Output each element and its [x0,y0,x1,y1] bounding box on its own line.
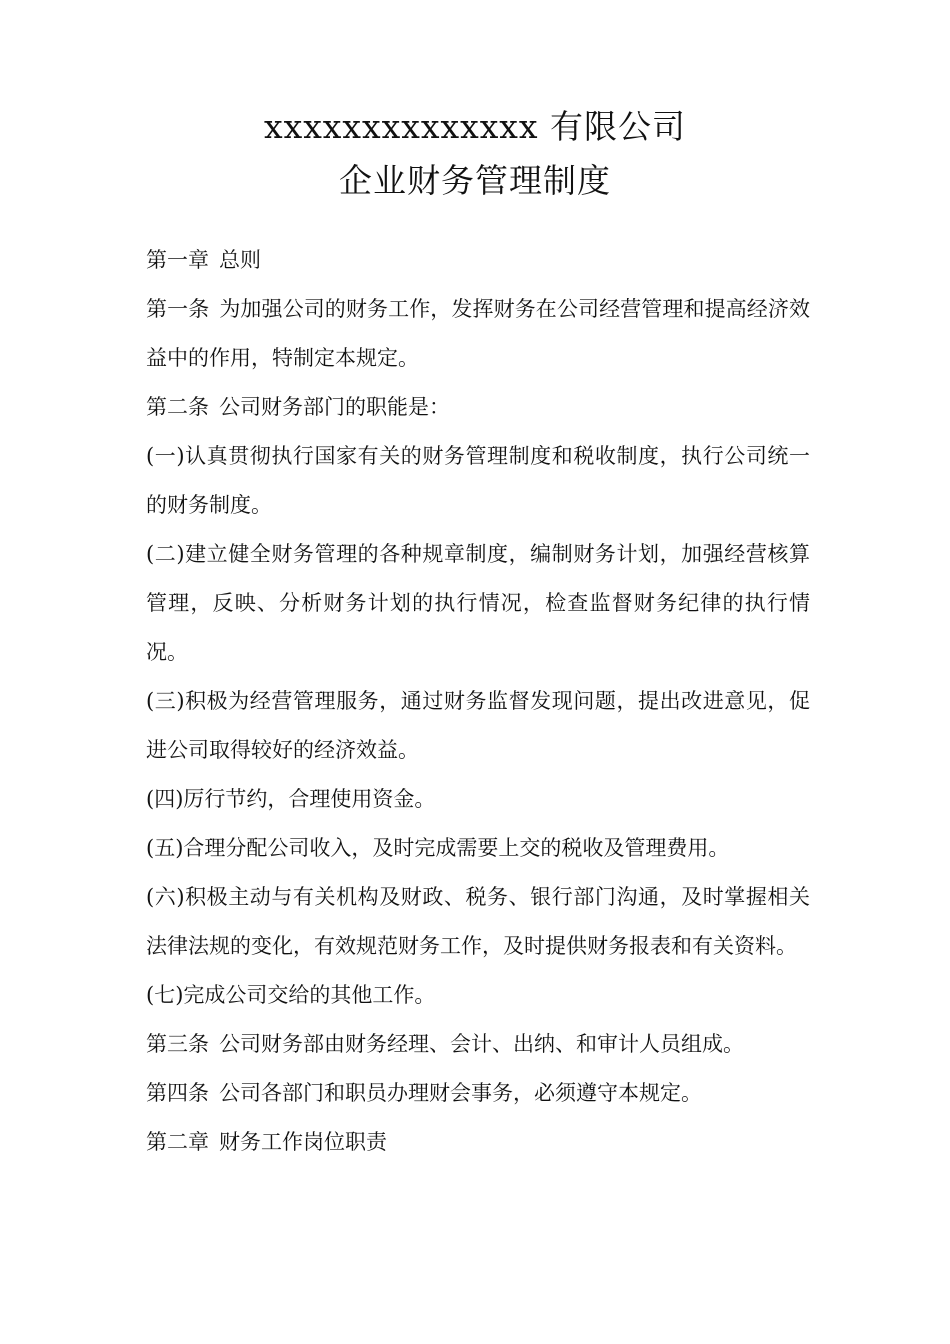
paragraph-text: 财务工作岗位职责 [219,1130,387,1154]
paragraph-text: 总则 [219,248,261,272]
paragraph-chapter-2 [146,1118,810,1167]
paragraph-label: 第二条 [146,395,209,419]
paragraph-text: 公司财务部由财务经理、会计、出纳、和审计人员组成。 [219,1032,744,1056]
paragraph-article-3 [146,1020,810,1069]
paragraph-text: (七)完成公司交给的其他工作。 [146,983,436,1007]
paragraph-text: 公司各部门和职员办理财会事务，必须遵守本规定。 [219,1081,702,1105]
paragraph-text: 公司财务部门的职能是： [219,395,450,419]
list-item-7 [146,971,810,1020]
paragraph-article-2 [146,383,810,432]
list-item-5 [146,824,810,873]
company-name-title: xxxxxxxxxxxxxx 有限公司 [263,107,687,146]
paragraph-text: (六)积极主动与有关机构及财政、税务、银行部门沟通，及时掌握相关法律法规的变化，有效规范财务工作，及时提供财务报表和有关资料。 [146,885,810,958]
paragraph-text: 为加强公司的财务工作，发挥财务在公司经营管理和提高经济效益中的作用，特制定本规定。 [146,297,811,370]
paragraph-text: (五)合理分配公司收入，及时完成需要上交的税收及管理费用。 [146,836,730,860]
paragraph-text: (三)积极为经营管理服务，通过财务监督发现问题，提出改进意见，促进公司取得较好的经济效益。 [146,689,810,762]
list-item-1 [146,432,810,530]
list-item-6 [146,873,810,971]
document-title [0,100,950,208]
paragraph-label: 第二章 [146,1130,209,1154]
paragraph-label: 第一章 [146,248,209,272]
document-body [146,236,810,1167]
paragraph-text: (四)厉行节约，合理使用资金。 [146,787,436,811]
list-item-2 [146,530,810,677]
paragraph-chapter-1 [146,236,810,285]
list-item-3 [146,677,810,775]
paragraph-article-1 [146,285,810,383]
regulation-title: 企业财务管理制度 [339,161,611,200]
paragraph-article-4 [146,1069,810,1118]
paragraph-label: 第一条 [146,297,210,321]
paragraph-text: (二)建立健全财务管理的各种规章制度，编制财务计划，加强经营核算管理，反映、分析财务计划的执行情况，检查监督财务纪律的执行情况。 [146,542,810,664]
paragraph-text: (一)认真贯彻执行国家有关的财务管理制度和税收制度，执行公司统一的财务制度。 [146,444,810,517]
paragraph-label: 第三条 [146,1032,209,1056]
list-item-4 [146,775,810,824]
paragraph-label: 第四条 [146,1081,209,1105]
